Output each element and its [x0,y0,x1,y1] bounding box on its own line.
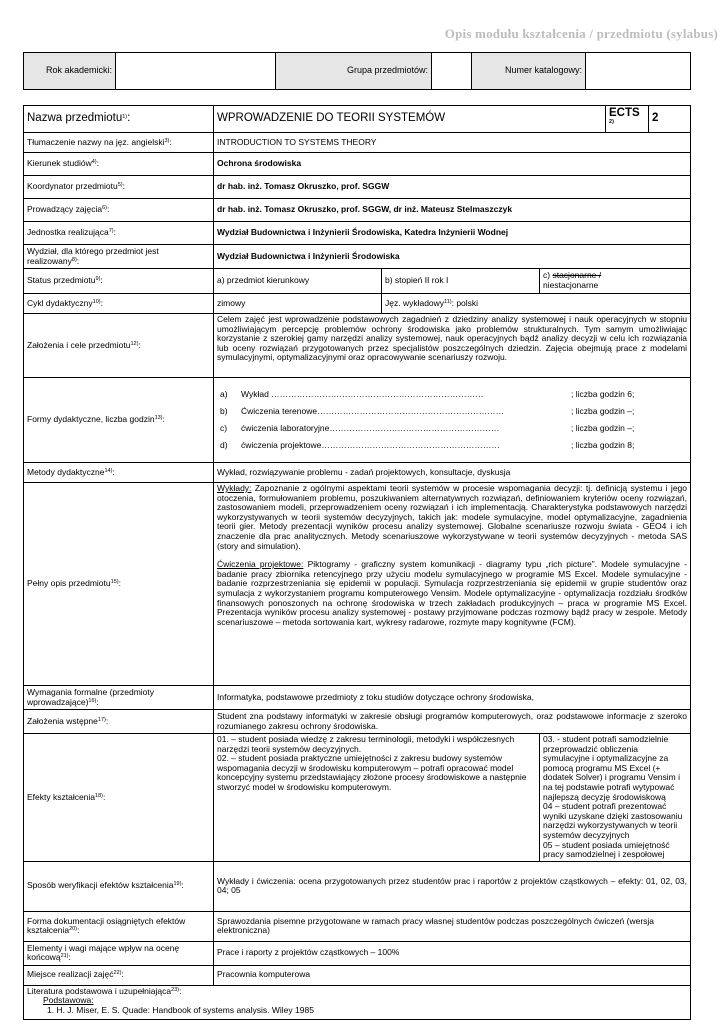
row-miejsce [24,965,691,985]
row-forma-dok [24,911,691,941]
rok-akademicki-value [116,53,276,90]
row-metody [24,463,691,483]
row-pelny-opis [24,483,691,686]
row-wstepne [24,710,691,734]
wydzial-value: Wydział Budownictwa i Inżynierii Środowiska [214,245,691,269]
kierunek-value: Ochrona środowiska [214,153,691,176]
literatura-podstawowa-heading: Podstawowa: [43,995,94,1006]
prowadzacy-value: dr hab. inż. Tomasz Okruszko, prof. SGGW, dr inż. Mateusz Stelmaszczyk [214,199,691,222]
tlumaczenie-value: INTRODUCTION TO SYSTEMS THEORY [214,133,691,153]
prowadzacy-label: Prowadzący zajęcia$^{6)}$: [24,199,214,222]
miejsce-label: Miejsce realizacji zajęć$^{22)}$: [24,965,214,985]
pelny-opis-value [214,483,691,686]
row-cykl [24,294,691,314]
sposob-value: Wykłady i ćwiczenia: ocena przygotowanych przez studentów prac i raportów z projektów cząstkowych – efekty: 01, 02, 03, 04; 05 [214,861,691,911]
row-kierunek [24,153,691,176]
row-zalozenia [24,314,691,378]
status-a-value: a) przedmiot kierunkowy [214,269,382,294]
row-sposob [24,861,691,911]
formy-label: Formy dydaktyczne, liczba godzin$^{13)}$: [24,378,214,463]
wstepne-label: Założenia wstępne$^{17)}$: [24,710,214,734]
efekty-left: 01. – student posiada wiedzę z zakresu terminologii, metodyki i współczesnych narzędzi teorii systemów decyzyjnych. 02. – student posiada praktyczne umiejętności z zakresu budowy systemów wspomagania decyzji w środowisku komputerowym – potrafi opracować model koncepcyjny systemu przedstawiający złożone procesy środowiskowe a następnie stworzyć model w środowisku komputerowym. [214,734,540,862]
row-tlumaczenie [24,133,691,153]
forma-wyklad: a) Wykład ………………………………………………………………… ; liczba godzin 6; [220,388,635,399]
forma-cwiczenia-terenowe: b) Ćwiczenia terenowe………………………………………………………… ; liczba godzin –; [220,405,635,416]
zalozenia-label: Założenia i cele przedmiotu$^{12)}$: [24,314,214,378]
efekty-label: Efekty kształcenia$^{18)}$: [24,734,214,862]
tlumaczenie-label: Tłumaczenie nazwy na jęz. angielski$^{3)}$: [24,133,214,153]
forma-cwiczenia-laboratoryjne: c) ćwiczenia laboratoryjne…………………………………………………… ; liczba godzin –; [220,422,635,433]
row-wydzial [24,245,691,269]
row-nazwa [24,106,691,133]
row-koordynator [24,176,691,199]
row-status [24,269,691,294]
row-jednostka [24,222,691,245]
metody-value: Wykład, rozwiązywanie problemu - zadań projektowych, konsultacje, dyskusja [214,463,691,483]
status-label: Status przedmiotu$^{9)}$: [24,269,214,294]
status-b-value: b) stopień II rok I [382,269,540,294]
wymagania-value: Informatyka, podstawowe przedmioty z toku studiów dotyczące ochrony środowiska, [214,686,691,710]
wymagania-label: Wymagania formalne (przedmioty wprowadzające)$^{16)}$: [24,686,214,710]
wstepne-value: Student zna podstawy informatyki w zakresie obsługi programów komputerowych, oraz podstawowe informacje z szeroko rozumianego zakresu ochrony środowiska. [214,710,691,734]
nazwa-value: WPROWADZENIE DO TEORII SYSTEMÓW [214,106,606,133]
formy-value [214,378,691,463]
ects-value: 2 [649,106,691,133]
ects-label: ECTS $^{2)}$ [606,106,649,133]
zalozenia-value: Celem zajęć jest wprowadzenie podstawowych zagadnień z dziedziny analizy systemowej i nauk operacyjnych w stopniu umożliwiającym percepcję problemów ochrony środowiska jako problemów strukturalnych. Tym samym umożliwiając korzystanie z szerokiej gamy narzędzi analizy systemowej, nauk operacyjnych bądź analizy decyzji w celu ich rozwiązania lub oceny rozwiązań przygotowanych przez specjalistów poszczególnych dziedzin. Zajęcia obejmują prace z modelami symulacyjnymi, optymalizacyjnymi oraz opracowywanie scenariuszy rozwoju. [214,314,691,378]
cwiczenia-paragraph: Ćwiczenia projektowe: Piktogramy - graficzny system komunikacji - diagramy typu „rich picture”. Modele symulacyjne - badanie pracy zbiornika retencyjnego przy użyciu modelu symulacyjnego w programie MS Excel. Modele symulacyjne - badanie rozprzestrzeniania się epidemii w populacji. Symulacja rozprzestrzeniania się epidemii w grupie studentów oraz symulacja z wykorzystaniem programu komputerowego Vensim. Modele optymalizacyjne - optymalizacja rozdziału środków finansowych ponoszonych na ochronę środowiska w trzech zakładach produkcyjnych – praca w programie MS Excel. Prezentacja wyników procesu analizy systemowej - postawy przyjmowane podczas rozmowy bądź pracy w zespole. Metody scenariuszowe – metoda sortowania kart, wykresy radarowe, rozmyte mapy kognitywne (FCM). [217,559,688,627]
jezyk-value: Jęz. wykładowy$^{11)}$: polski [382,294,691,314]
forma-dok-value: Sprawozdania pisemne przygotowane w ramach pracy własnej studentów podczas poszczególnych ćwiczeń (wersja elektroniczna) [214,911,691,941]
grupa-przedmiotow-label: Grupa przedmiotów: [276,53,432,90]
literatura-label: Literatura podstawowa i uzupełniająca$^{23)}$: [27,985,182,996]
literatura-item-1: 1. H. J. Miser, E. S. Quade: Handbook of systems analysis. Wiley 1985 [47,1004,314,1015]
miejsce-value: Pracownia komputerowa [214,965,691,985]
numer-katalogowy-label: Numer katalogowy: [472,53,586,90]
koordynator-label: Koordynator przedmiotu$^{5)}$: [24,176,214,199]
row-prowadzacy [24,199,691,222]
jednostka-label: Jednostka realizująca$^{7)}$: [24,222,214,245]
nazwa-label: Nazwa przedmiotu$^{1)}$: [24,106,214,133]
page-header-title: Opis modułu kształcenia / przedmiotu (sylabus) [444,26,718,41]
elementy-value: Prace i raporty z projektów cząstkowych – 100% [214,941,691,965]
wyklady-paragraph: Wykłady: Zapoznanie z ogólnymi aspektami teorii systemów w procesie wspomagania decyzji: tj. definicją systemu i jego otoczenia, formułowaniem problemu, poszukiwaniem alternatywnych rozwiązań, definiowaniem kryteriów oceny rozwiązań, zastosowaniem modeli, przeprowadzeniem oceny rozwiązań i ich implementacją. Charakterystyka podstawowych narzędzi wykorzystywanych w teorii systemów decyzyjnych, takich jak: modele symulacyjne, model optymalizacyjne, zagadnienia teorii gier. Metody prezentacji wyników procesu analizy systemowej. Globalne scenariusze rozwoju świata - GEO4 i ich znaczenie dla prac analitycznych. Metody scenariuszowe wykorzystywane w teorii systemów decyzyjnych - metoda SAS (story and simulation). [217,483,688,551]
status-stacjonarne-struck: stacjonarne / [552,270,602,281]
forma-cwiczenia-projektowe: d) ćwiczenia projektowe……………………………………………………… ; liczba godzin 8; [220,439,635,450]
koordynator-value: dr hab. inż. Tomasz Okruszko, prof. SGGW [214,176,691,199]
status-c-value: c) stacjonarne / niestacjonarne [540,269,691,294]
kierunek-label: Kierunek studiów$^{4)}$: [24,153,214,176]
literatura-cell [24,985,691,1019]
sposob-label: Sposób weryfikacji efektów kształcenia$^{19)}$: [24,861,214,911]
metody-label: Metody dydaktyczne$^{14)}$: [24,463,214,483]
cykl-value: zimowy [214,294,382,314]
syllabus-table [23,105,691,1020]
grupa-przedmiotow-value [432,53,472,90]
row-literatura [24,985,691,1019]
catalog-info-table [23,52,691,90]
wydzial-label: Wydział, dla którego przedmiot jest realizowany$^{8)}$: [24,245,214,269]
elementy-label: Elementy i wagi mające wpływ na ocenę końcową$^{21)}$: [24,941,214,965]
row-formy [24,378,691,463]
rok-akademicki-label: Rok akademicki: [24,53,116,90]
numer-katalogowy-value [586,53,691,90]
forma-dok-label: Forma dokumentacji osiągniętych efektów kształcenia$^{20)}$: [24,911,214,941]
cykl-label: Cykl dydaktyczny$^{10)}$: [24,294,214,314]
row-elementy [24,941,691,965]
pelny-opis-label: Pełny opis przedmiotu$^{15)}$: [24,483,214,686]
row-efekty [24,734,691,862]
efekty-right: 03. - student potrafi samodzielnie przeprowadzić obliczenia symulacyjne i optymalizacyjne za pomocą programu MS Excel (+ dodatek Solver) i programu Vensim i na tej podstawie potrafi wytypować najlepszą decyzję środowiskową 04 – student potrafi prezentować wyniki uzyskane dzięki zastosowaniu narzędzi wykorzystywanych w teorii systemów decyzyjnych 05 – student posiada umiejętność pracy samodzielnej i zespołowej [540,734,691,862]
jednostka-value: Wydział Budownictwa i Inżynierii Środowiska, Katedra Inżynierii Wodnej [214,222,691,245]
row-wymagania [24,686,691,710]
